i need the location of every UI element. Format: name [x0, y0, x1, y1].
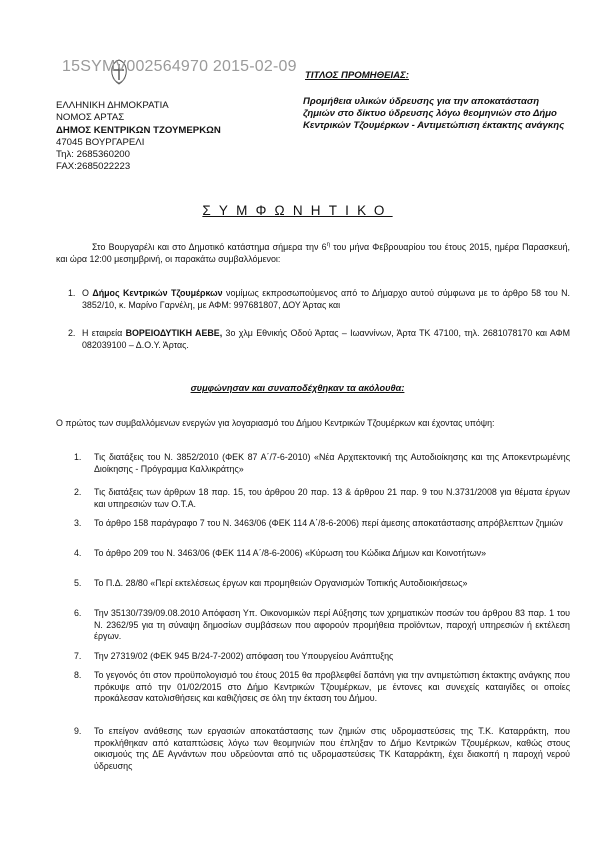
- issuer-postal-address: 47045 ΒΟΥΡΓΑΡΕΛΙ: [56, 136, 145, 148]
- issuer-municipality: ΔΗΜΟΣ ΚΕΝΤΡΙΚΩΝ ΤΖΟΥΜΕΡΚΩΝ: [56, 124, 221, 136]
- procurement-description: Προμήθεια υλικών ύδρευσης για την αποκατάσταση ζημιών στο δίκτυο ύδρευσης λόγω θεομηνιών στο Δήμο Κεντρικών Τζουμέρκων - Αντιμετώπιση έκτακτης ανάγκης: [303, 96, 565, 131]
- party-name: ΒΟΡΕΙΟΔΥΤΙΚΗ ΑΕΒΕ,: [125, 328, 223, 338]
- party-name: Δήμος Κεντρικών Τζουμέρκων: [92, 288, 223, 298]
- issuer-country: ΕΛΛΗΝΙΚΗ ΔΗΜΟΚΡΑΤΙΑ: [56, 100, 169, 111]
- consideration-item: [74, 578, 570, 590]
- item-text: Την 35130/739/09.08.2010 Απόφαση Υπ. Οικονομικών περί Αύξησης των χρηματικών ποσών του άρθρου 83 παρ. 1 του Ν. 2362/95 για τη σύναψη δημοσίων συμβάσεων που αφορούν προμήθεια προϊόντων, παροχή υπηρεσιών ή εκτέλεση έργων.: [94, 608, 570, 642]
- party-details: 3ο χλμ Εθνικής Οδού Άρτας – Ιωαννίνων, Άρτα ΤΚ 47100, τηλ. 2681078170 και ΑΦΜ 082039100 – Δ.Ο.Υ. Άρτας.: [82, 328, 570, 350]
- party-item: [68, 288, 570, 311]
- item-number: 9.: [74, 726, 82, 736]
- issuer-fax: FAX:2685022223: [56, 161, 131, 173]
- item-number: 1.: [74, 452, 82, 462]
- intro-superscript: η: [326, 242, 330, 248]
- party-text: Ο: [82, 288, 93, 298]
- consideration-item: [74, 670, 570, 705]
- document-title: ΣΥΜΦΩΝΗΤΙΚΟ: [202, 203, 393, 218]
- item-number: 6.: [74, 608, 82, 618]
- item-text: Το Π.Δ. 28/80 «Περί εκτελέσεως έργων και προμηθειών Οργανισμών Τοπικής Αυτοδιοικήσεως»: [94, 578, 468, 588]
- item-number: 4.: [74, 548, 82, 558]
- consideration-item: [74, 608, 570, 643]
- item-text: Το γεγονός ότι στον προϋπολογισμό του έτους 2015 θα προβλεφθεί δαπάνη για την αντιμετώπιση έκτακτης ανάγκης που πρόκυψε από την 01/02/2015 στο Δήμο Κεντρικών Τζουμέρκων, με έντονες και συνεχείς καταιγίδες οι οποίες προκάλεσαν κατολισθήσεις και καθιζήσεις σε όλη την έκταση του Δήμου.: [94, 670, 570, 704]
- consideration-item: [74, 726, 570, 772]
- consideration-item: [74, 452, 570, 475]
- consideration-item: [74, 518, 570, 530]
- party-number: 1.: [68, 288, 76, 298]
- issuer-header: [56, 100, 221, 174]
- item-text: Τις διατάξεις του Ν. 3852/2010 (ΦΕΚ 87 Α΄/7-6-2010) «Νέα Αρχιτεκτονική της Αυτοδιοίκησης και της Αποκεντρωμένης Διοίκησης - Πρόγραμμα Καλλικράτης»: [94, 452, 570, 474]
- issuer-prefecture: ΝΟΜΟΣ ΑΡΤΑΣ: [56, 112, 125, 124]
- considerations-intro: Ο πρώτος των συμβαλλόμενων ενεργών για λογαριασμό του Δήμου Κεντρικών Τζουμέρκων και έχοντας υπόψη:: [56, 418, 495, 428]
- item-number: 8.: [74, 670, 82, 680]
- intro-paragraph: [56, 240, 570, 265]
- party-number: 2.: [68, 328, 76, 338]
- item-number: 7.: [74, 651, 82, 661]
- consideration-item: [74, 548, 570, 560]
- item-text: Το άρθρο 209 του Ν. 3463/06 (ΦΕΚ 114 Α΄/8-6-2006) «Κύρωση του Κώδικα Δήμων και Κοινοτήτων»: [94, 548, 487, 558]
- item-text: Την 27319/02 (ΦΕΚ 945 Β/24-7-2002) απόφαση του Υπουργείου Ανάπτυξης: [94, 651, 394, 661]
- item-text: Τις διατάξεις των άρθρων 18 παρ. 15, του άρθρου 20 παρ. 13 & άρθρου 21 παρ. 9 του Ν.3731/2008 για θέματα έργων και υπηρεσιών των Ο.Τ.Α.: [94, 487, 570, 509]
- intro-text-b: του μήνα Φεβρουαρίου του έτους 2015, ημέρα Παρασκευή, και ώρα 12:00 μεσημβρινή, οι παρακάτω συμβαλλόμενοι:: [56, 241, 570, 264]
- procurement-title-label: ΤΙΤΛΟΣ ΠΡΟΜΗΘΕΙΑΣ:: [305, 70, 409, 81]
- item-number: 5.: [74, 578, 82, 588]
- party-item: [68, 328, 570, 351]
- issuer-phone: Τηλ: 2685360200: [56, 149, 130, 161]
- item-number: 2.: [74, 487, 82, 497]
- party-text: Η εταιρεία: [82, 328, 126, 338]
- intro-text-a: Στο Βουργαρέλι και στο Δημοτικό κατάστημα σήμερα την 6: [92, 241, 327, 252]
- watermark-ada-code: 15SYMV002564970 2015-02-09: [62, 58, 297, 75]
- item-text: Το άρθρο 158 παράγραφο 7 του Ν. 3463/06 (ΦΕΚ 114 Α΄/8-6-2006) περί άμεσης αποκατάστασης απρόβλεπτων ζημιών: [94, 518, 563, 528]
- item-text: Το επείγον ανάθεσης των εργασιών αποκατάστασης των ζημιών στις υδρομαστεύσεις της Τ.Κ. Καταρράκτη, που προκλήθηκαν από καταπτώσεις λόγω των θεομηνιών που έπληξαν το Δήμο Κεντρικών Τζουμέρκων, καθώς στους οικισμούς της ΔΕ Αγνάντων που υδρεύονται από τις υδρομαστεύσεις ΤΚ Καταρράκτη, έχει διακοπή η παροχή νερού ύδρευσης: [94, 726, 570, 771]
- party-details: νομίμως εκπροσωπούμενος από το Δήμαρχο αυτού σύμφωνα με το άρθρο 58 του Ν. 3852/10, κ. Μαρίνο Γαρνέλη, με ΑΦΜ: 997681807, ΔΟΥ Άρτας και: [82, 288, 570, 310]
- agreement-heading: συμφώνησαν και συναποδέχθηκαν τα ακόλουθα:: [190, 383, 405, 393]
- consideration-item: [74, 651, 570, 663]
- consideration-item: [74, 487, 570, 510]
- item-number: 3.: [74, 518, 82, 528]
